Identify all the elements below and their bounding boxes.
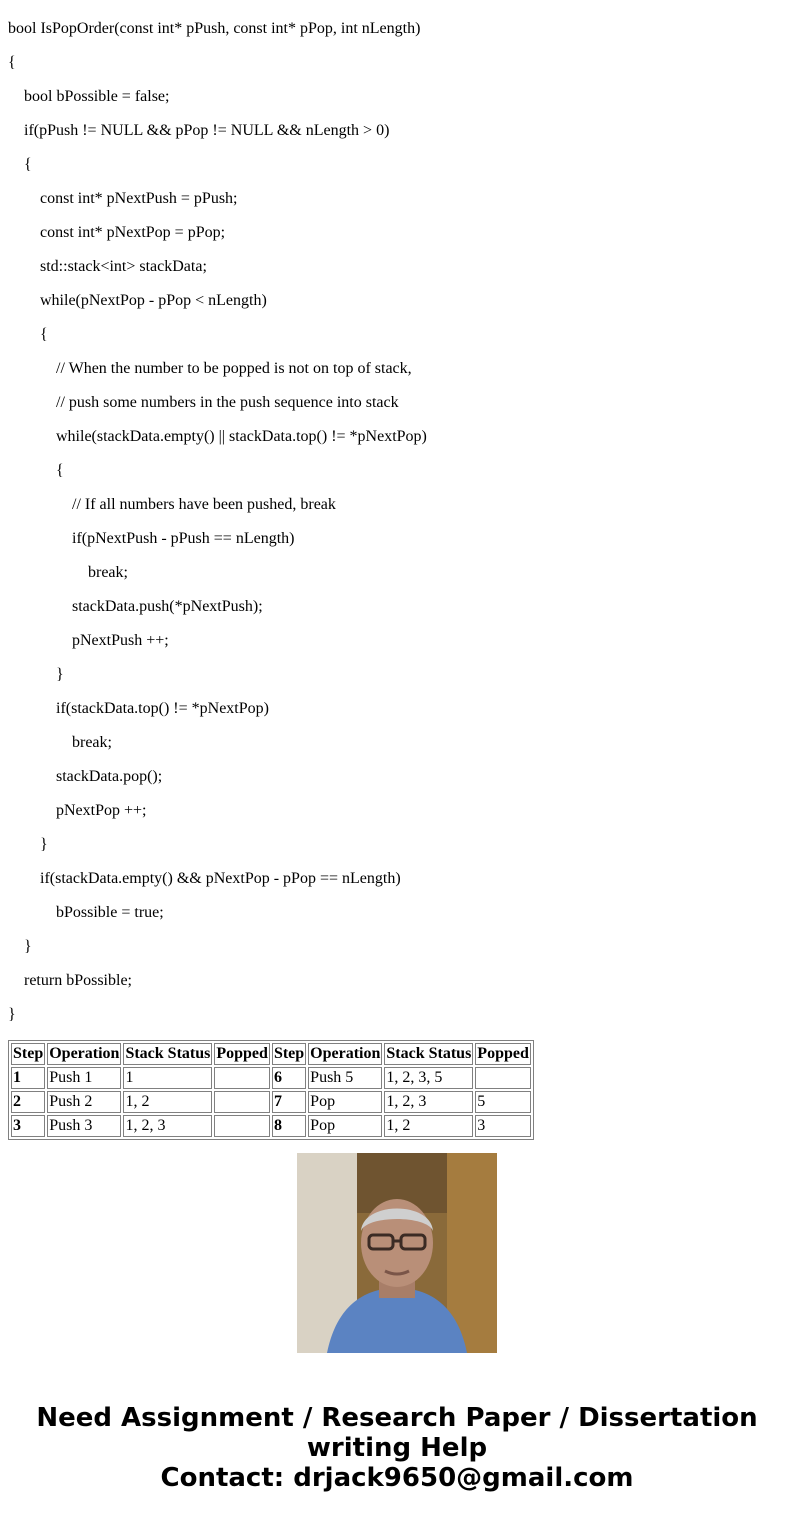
cell-stack-status: 1, 2, 3 <box>384 1091 473 1113</box>
code-line: stackData.pop(); <box>8 768 163 785</box>
cell-popped: 3 <box>475 1115 531 1137</box>
code-line: if(pPush != NULL && pPop != NULL && nLength > 0) <box>8 122 390 139</box>
header-operation: Operation <box>47 1043 121 1065</box>
cell-stack-status: 1 <box>123 1067 212 1089</box>
code-line: // When the number to be popped is not on top of stack, <box>8 360 412 377</box>
header-step: Step <box>11 1043 45 1065</box>
header-stack-status: Stack Status <box>384 1043 473 1065</box>
code-line: bool IsPopOrder(const int* pPush, const int* pPop, int nLength) <box>8 20 421 37</box>
code-line: pNextPush ++; <box>8 632 169 649</box>
table-row <box>11 1067 531 1089</box>
code-line: std::stack<int> stackData; <box>8 258 207 275</box>
cell-operation: Pop <box>308 1115 382 1137</box>
code-line: if(stackData.top() != *pNextPop) <box>8 700 269 717</box>
code-line: { <box>8 54 16 71</box>
code-line: while(pNextPop - pPop < nLength) <box>8 292 267 309</box>
cell-stack-status: 1, 2, 3, 5 <box>384 1067 473 1089</box>
operations-table <box>8 1040 534 1140</box>
cell-popped <box>214 1115 270 1137</box>
table-row <box>11 1091 531 1113</box>
code-line: { <box>8 462 64 479</box>
code-line: } <box>8 836 48 853</box>
code-line: if(stackData.empty() && pNextPop - pPop == nLength) <box>8 870 401 887</box>
code-line: const int* pNextPop = pPop; <box>8 224 226 241</box>
cell-popped <box>214 1067 270 1089</box>
header-stack-status: Stack Status <box>123 1043 212 1065</box>
code-line: const int* pNextPush = pPush; <box>8 190 238 207</box>
code-line: bool bPossible = false; <box>8 88 170 105</box>
code-line: break; <box>8 564 128 581</box>
cell-step: 7 <box>272 1091 306 1113</box>
banner-line-2: writing Help <box>306 1433 488 1463</box>
avatar <box>297 1153 497 1353</box>
code-line: while(stackData.empty() || stackData.top() != *pNextPop) <box>8 428 427 445</box>
code-line: bPossible = true; <box>8 904 164 921</box>
cell-step: 2 <box>11 1091 45 1113</box>
cell-operation: Push 1 <box>47 1067 121 1089</box>
code-line: break; <box>8 734 112 751</box>
code-line: return bPossible; <box>8 972 132 989</box>
table-header-row <box>11 1043 531 1065</box>
cell-popped: 5 <box>475 1091 531 1113</box>
cell-operation: Push 2 <box>47 1091 121 1113</box>
cell-step: 8 <box>272 1115 306 1137</box>
cell-step: 6 <box>272 1067 306 1089</box>
cell-popped <box>214 1091 270 1113</box>
table-row <box>11 1115 531 1137</box>
banner-line-1: Need Assignment / Research Paper / Dissertation <box>36 1403 758 1433</box>
code-line: { <box>8 156 32 173</box>
cell-step: 1 <box>11 1067 45 1089</box>
cell-stack-status: 1, 2, 3 <box>123 1115 212 1137</box>
person-photo-icon <box>297 1153 497 1353</box>
cell-popped <box>475 1067 531 1089</box>
operations-table-wrapper <box>8 1040 534 1134</box>
cell-stack-status: 1, 2 <box>123 1091 212 1113</box>
header-popped: Popped <box>214 1043 270 1065</box>
header-operation: Operation <box>308 1043 382 1065</box>
code-line: stackData.push(*pNextPush); <box>8 598 263 615</box>
cell-operation: Pop <box>308 1091 382 1113</box>
code-line: } <box>8 666 64 683</box>
help-banner <box>0 1403 794 1493</box>
code-line: { <box>8 326 48 343</box>
cell-stack-status: 1, 2 <box>384 1115 473 1137</box>
cell-operation: Push 5 <box>308 1067 382 1089</box>
header-popped: Popped <box>475 1043 531 1065</box>
code-line: // push some numbers in the push sequence into stack <box>8 394 399 411</box>
code-line: } <box>8 1006 16 1023</box>
banner-contact: Contact: drjack9650@gmail.com <box>160 1463 634 1493</box>
cell-operation: Push 3 <box>47 1115 121 1137</box>
code-line: if(pNextPush - pPush == nLength) <box>8 530 295 547</box>
cell-step: 3 <box>11 1115 45 1137</box>
code-block <box>8 17 788 1037</box>
code-line: // If all numbers have been pushed, break <box>8 496 336 513</box>
header-step: Step <box>272 1043 306 1065</box>
code-line: pNextPop ++; <box>8 802 147 819</box>
code-line: } <box>8 938 32 955</box>
